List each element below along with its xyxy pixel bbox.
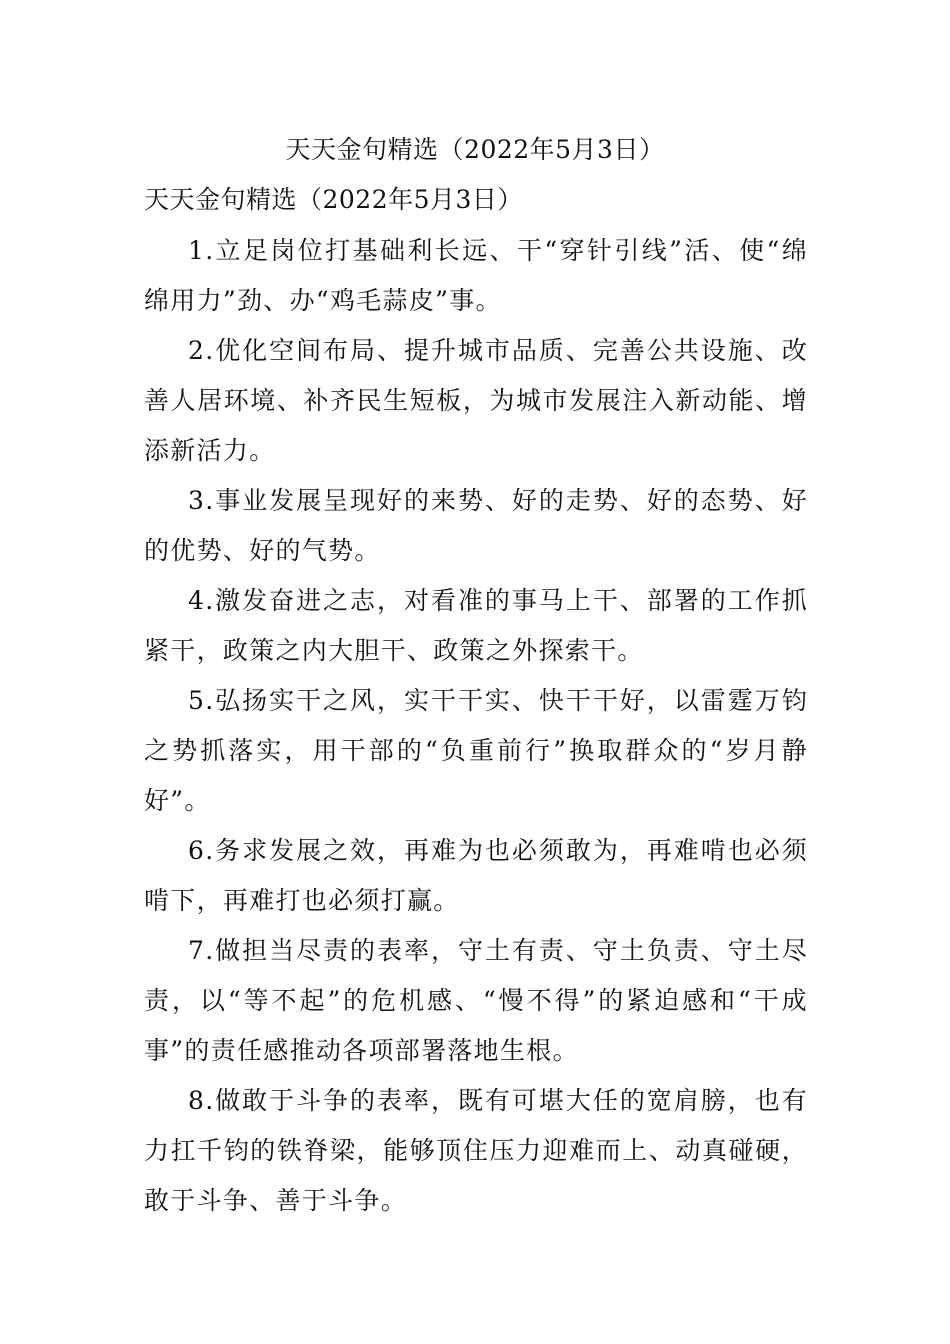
paragraph-6: 6.务求发展之效，再难为也必须敢为，再难啃也必须啃下，再难打也必须打赢。 — [144, 836, 808, 915]
paragraph-1: 1.立足岗位打基础利长远、干“穿针引线”活、使“绵绵用力”劲、办“鸡毛蒜皮”事。 — [144, 236, 808, 315]
paragraph-4: 4.激发奋进之志，对看准的事马上干、部署的工作抓紧干，政策之内大胆干、政策之外探索干。 — [144, 586, 808, 665]
paragraph-2: 2.优化空间布局、提升城市品质、完善公共设施、改善人居环境、补齐民生短板，为城市发展注入新动能、增添新活力。 — [144, 336, 808, 465]
paragraph-7: 7.做担当尽责的表率，守土有责、守土负责、守土尽责，以“等不起”的危机感、“慢不得”的紧迫感和“干成事”的责任感推动各项部署落地生根。 — [144, 936, 808, 1065]
paragraph-3: 3.事业发展呈现好的来势、好的走势、好的态势、好的优势、好的气势。 — [144, 486, 808, 565]
paragraph-8: 8.做敢于斗争的表率，既有可堪大任的宽肩膀，也有力扛千钧的铁脊梁，能够顶住压力迎难而上、动真碰硬，敢于斗争、善于斗争。 — [144, 1086, 808, 1215]
paragraph-5: 5.弘扬实干之风，实干干实、快干干好，以雷霆万钧之势抓落实，用干部的“负重前行”换取群众的“岁月静好”。 — [144, 686, 808, 815]
document-subtitle: 天天金句精选（2022年5月3日） — [144, 185, 523, 214]
document-title: 天天金句精选（2022年5月3日） — [285, 135, 665, 164]
document-body — [144, 226, 808, 1226]
